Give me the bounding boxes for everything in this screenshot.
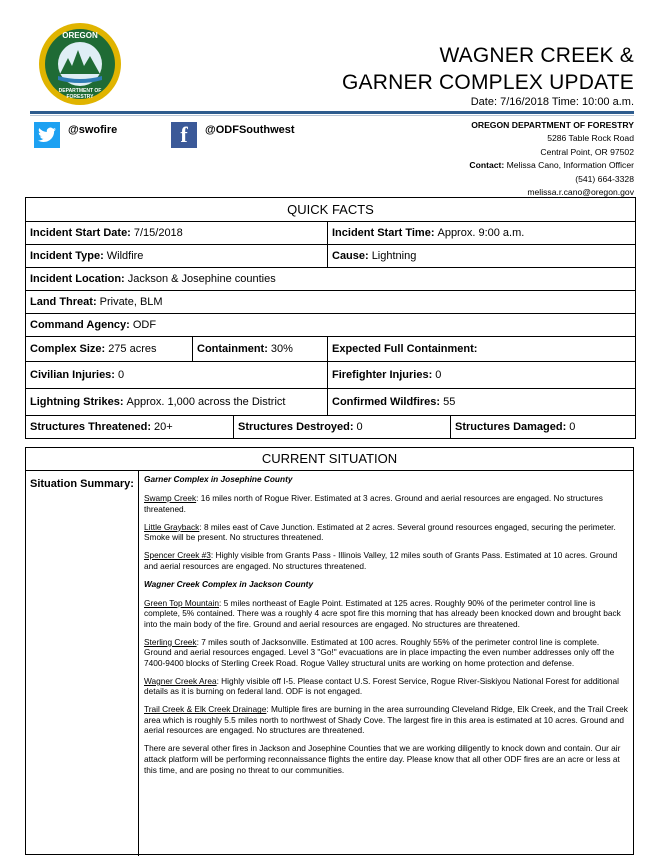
- contact-phone: (541) 664-3328: [575, 173, 634, 184]
- contact-person: [469, 159, 634, 172]
- fact-label: Cause:: [332, 250, 369, 262]
- header-rule: [30, 111, 634, 114]
- fact-value: Jackson & Josephine counties: [127, 273, 276, 285]
- fact-value: 7/15/2018: [133, 227, 183, 239]
- current-situation-section: [25, 447, 634, 855]
- fire-name: Wagner Creek Area: [144, 675, 217, 686]
- fire-name: Little Grayback: [144, 521, 200, 532]
- fact-structures-damaged: [451, 416, 635, 438]
- fact-value: 30%: [270, 343, 293, 355]
- fact-cause: [328, 245, 635, 267]
- fact-label: Expected Full Containment:: [332, 343, 478, 355]
- facebook-icon: f: [171, 122, 197, 148]
- title-line-1: WAGNER CREEK &: [439, 44, 634, 67]
- contact-name: Melissa Cano, Information Officer: [506, 160, 634, 171]
- facebook-link[interactable]: [171, 122, 295, 148]
- contact-address-2: Central Point, OR 97502: [540, 146, 634, 157]
- fire-trail-elk-creek: [144, 704, 629, 736]
- logo-text-top: OREGON: [62, 31, 98, 40]
- contact-org: OREGON DEPARTMENT OF FORESTRY: [471, 120, 634, 130]
- fact-value: Approx. 1,000 across the District: [126, 396, 286, 408]
- fact-value: 275 acres: [108, 343, 157, 355]
- fact-label: Firefighter Injuries:: [332, 369, 433, 381]
- fire-sterling-creek: [144, 637, 629, 669]
- contact-label: Contact:: [469, 160, 505, 171]
- fact-label: Civilian Injuries:: [30, 369, 115, 381]
- fact-label: Command Agency:: [30, 319, 130, 331]
- fact-value: ODF: [132, 319, 157, 331]
- fact-value: 20+: [154, 421, 173, 433]
- fact-value: Approx. 9:00 a.m.: [437, 227, 525, 239]
- logo-text-bottom: DEPARTMENT OF FORESTRY: [58, 88, 102, 100]
- fact-label: Incident Start Date:: [30, 227, 131, 239]
- fire-name: Trail Creek & Elk Creek Drainage: [144, 704, 267, 715]
- fact-structures-destroyed: [234, 416, 451, 438]
- fact-complex-size: [26, 337, 193, 361]
- fact-label: Lightning Strikes:: [30, 396, 124, 408]
- fact-label: Complex Size:: [30, 343, 106, 355]
- fire-description: : 8 miles east of Cave Junction. Estimated at 2 acres. Several ground resources engaged, securing the perimeter. Smoke will be present. No structures threatened.: [144, 521, 616, 543]
- fact-label: Structures Damaged:: [455, 421, 567, 433]
- fact-label: Incident Start Time:: [332, 227, 435, 239]
- fact-type: [26, 245, 328, 267]
- fire-description: : 16 miles north of Rogue River. Estimated at 3 acres. Ground and aerial resources are engaged. No structures threatened.: [144, 493, 603, 514]
- fact-value: 55: [443, 396, 456, 408]
- situation-body: [26, 471, 633, 856]
- fact-expected-containment: [328, 337, 635, 361]
- facebook-handle[interactable]: @ODFSouthwest: [205, 124, 295, 136]
- situation-summary-label: Situation Summary:: [26, 471, 139, 856]
- facts-row-command: [26, 314, 635, 337]
- fire-description: : 5 miles northeast of Eagle Point. Estimated at 125 acres. Roughly 90% of the perimeter control line is complete, 5% contained. There was a roughly 4 acre spot fire this morning that has already been knocked down and brought back into the main body of the fire. Ground and aerial resources are engaged. No structures are threatened.: [144, 597, 621, 629]
- fact-value: 0: [356, 421, 363, 433]
- page-title: [342, 42, 634, 96]
- fire-green-top-mountain: [144, 598, 629, 630]
- fact-civilian-injuries: [26, 362, 328, 388]
- date-time: Date: 7/16/2018 Time: 10:00 a.m.: [470, 96, 634, 108]
- fact-confirmed-wildfires: [328, 389, 635, 415]
- fact-value: Lightning: [371, 250, 417, 262]
- fact-label: Land Threat:: [30, 296, 97, 308]
- facts-row-dates: [26, 222, 635, 245]
- fact-label: Structures Destroyed:: [238, 421, 354, 433]
- twitter-link[interactable]: [34, 122, 117, 148]
- facts-row-injuries: [26, 362, 635, 389]
- facts-row-type: [26, 245, 635, 268]
- quick-facts-title: QUICK FACTS: [26, 198, 635, 222]
- fact-label: Incident Type:: [30, 250, 104, 262]
- fact-label: Confirmed Wildfires:: [332, 396, 441, 408]
- fire-spencer-creek: [144, 550, 629, 571]
- fire-description: : 7 miles south of Jacksonville. Estimated at 100 acres. Roughly 55% of the perimeter control line is complete. Ground and aerial resources engaged. Level 3 "Go!" evacuations are in place impacting the even number addresses only off the 7400-9400 blocks of Sterling Creek Road. Rogue Valley structural units are working on home protection and defense.: [144, 636, 615, 668]
- contact-address-1: 5286 Table Rock Road: [547, 133, 634, 144]
- facts-row-lightning: [26, 389, 635, 416]
- fact-label: Containment:: [197, 343, 268, 355]
- fire-name: Sterling Creek: [144, 636, 197, 647]
- odf-seal-logo: [38, 22, 122, 106]
- fact-land-threat: [26, 291, 635, 313]
- fact-value: Wildfire: [106, 250, 144, 262]
- facts-row-size: [26, 337, 635, 362]
- twitter-handle[interactable]: @swofire: [68, 124, 118, 136]
- fact-structures-threatened: [26, 416, 234, 438]
- fire-wagner-creek-area: [144, 676, 629, 697]
- fire-name: Swamp Creek: [144, 493, 197, 504]
- fact-command-agency: [26, 314, 635, 336]
- current-situation-title: CURRENT SITUATION: [26, 448, 633, 471]
- fact-value: 0: [117, 369, 125, 381]
- contact-email[interactable]: melissa.r.cano@oregon.gov: [527, 187, 634, 198]
- fact-value: 0: [569, 421, 576, 433]
- quick-facts-table: [25, 197, 636, 439]
- header-rule-thin: [30, 115, 634, 116]
- facts-row-land: [26, 291, 635, 314]
- contact-block: [469, 119, 634, 199]
- wagner-complex-heading: Wagner Creek Complex in Jackson County: [144, 578, 314, 589]
- fire-name: Green Top Mountain: [144, 597, 220, 608]
- fact-start-date: [26, 222, 328, 244]
- fact-start-time: [328, 222, 635, 244]
- fact-value: 0: [435, 369, 442, 381]
- fire-name: Spencer Creek #3: [144, 550, 211, 561]
- closing-paragraph: There are several other fires in Jackson and Josephine Counties that we are working diligently to knock down and contain. Our air attack platform will be performing reconnaissance flights the entire day. Please know that all other ODF fires are an acre or less at this time, and are posing no threat to our communities.: [144, 743, 621, 775]
- situation-summary-text: [144, 474, 629, 782]
- fire-description: : Highly visible off I-5. Please contact U.S. Forest Service, Rogue River-Siskiyou National Forest for additional details as it is burning on federal land. ODF is not engaged.: [144, 675, 619, 697]
- fire-little-grayback: [144, 522, 629, 543]
- garner-complex-heading: Garner Complex in Josephine County: [144, 474, 293, 484]
- fact-lightning-strikes: [26, 389, 328, 415]
- fact-firefighter-injuries: [328, 362, 635, 388]
- fire-swamp-creek: [144, 493, 629, 514]
- facts-row-structures: [26, 416, 635, 438]
- fact-location: [26, 268, 635, 290]
- fact-containment: [193, 337, 328, 361]
- facts-row-location: [26, 268, 635, 291]
- fire-description: : Multiple fires are burning in the area surrounding Cleveland Ridge, Elk Creek, and the Trail Creek area which is roughly 5.5 miles north to northwest of Shady Cove. The largest fire in this area is estimated at 10 acres. Ground and aerial resources are engaged. No structures are threatened.: [144, 704, 628, 736]
- twitter-icon: [34, 122, 60, 148]
- fact-label: Incident Location:: [30, 273, 125, 285]
- fire-description: : Highly visible from Grants Pass - Illinois Valley, 12 miles south of Grants Pass. Estimated at 10 acres. Ground and aerial resources are engaged. No structures threatened.: [144, 550, 618, 571]
- fact-label: Structures Threatened:: [30, 421, 152, 433]
- fact-value: Private, BLM: [99, 296, 163, 308]
- title-line-2: GARNER COMPLEX UPDATE: [341, 71, 634, 94]
